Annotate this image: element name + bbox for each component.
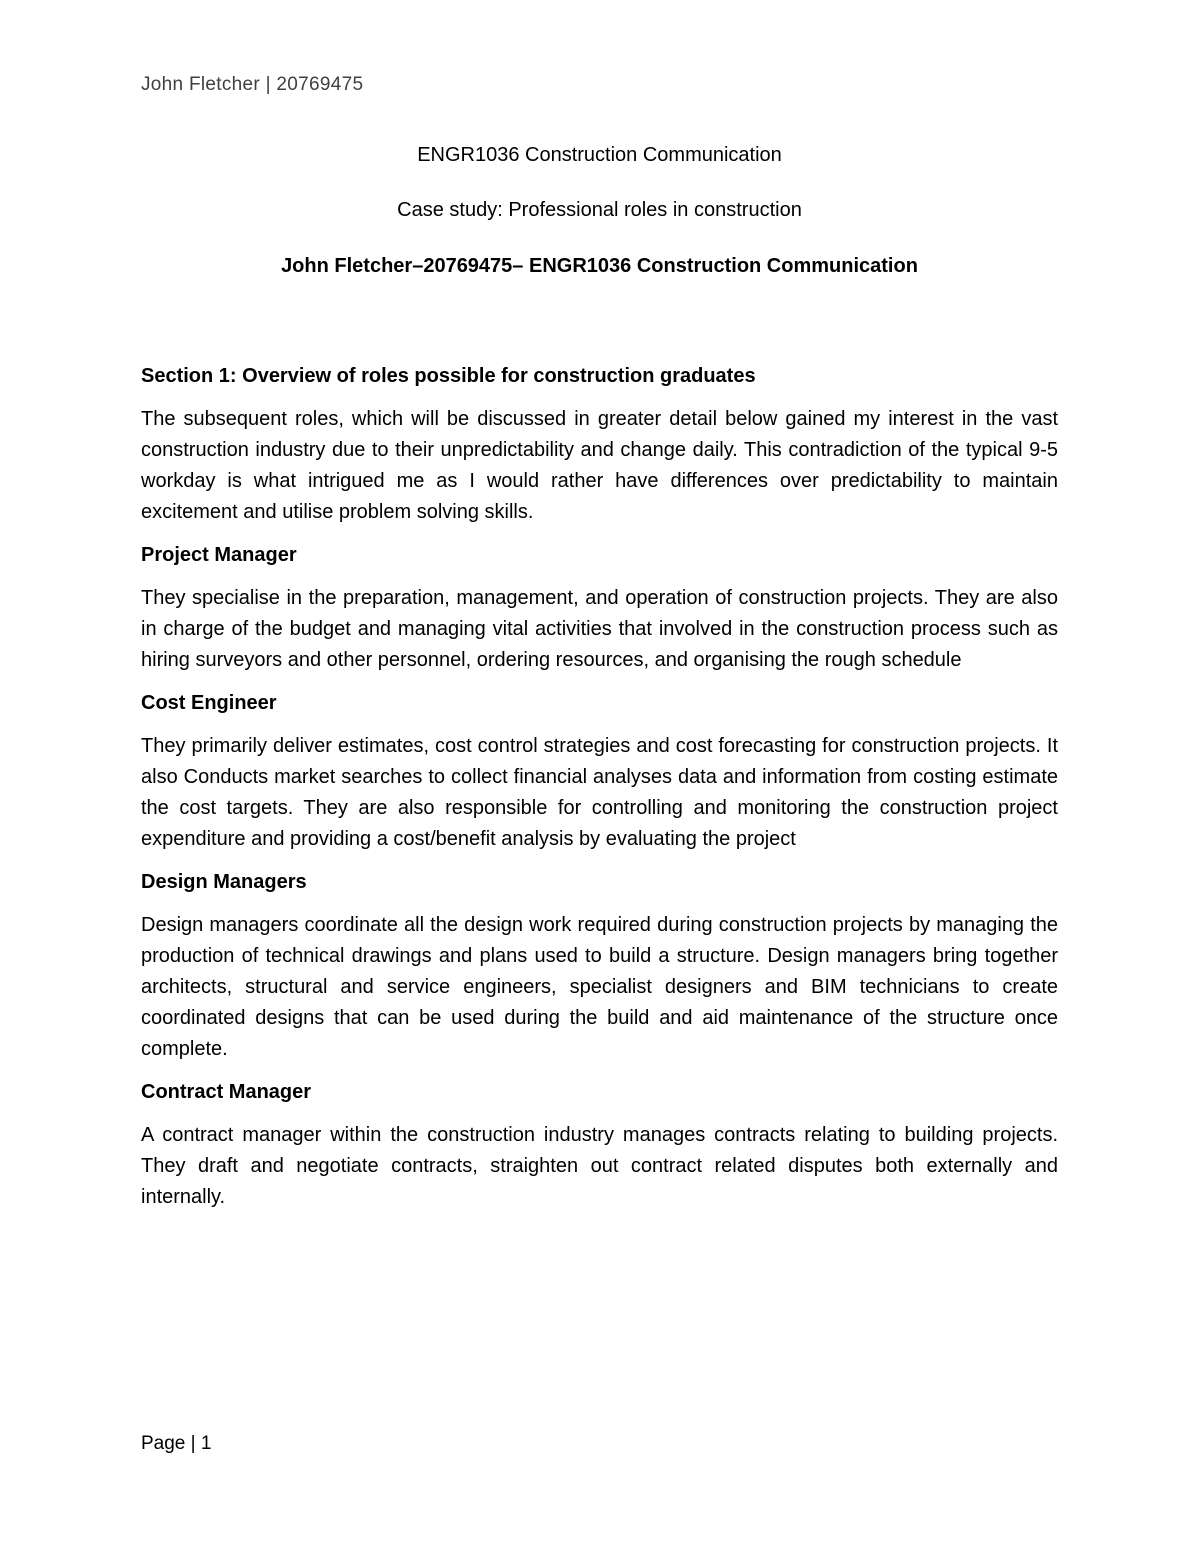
case-study-title: Case study: Professional roles in construction: [397, 199, 802, 221]
document-body: [141, 363, 1058, 1227]
page-footer: Page | 1: [141, 1433, 212, 1454]
section-1-intro: The subsequent roles, which will be discussed in greater detail below gained my interest in the vast construction industry due to their unpredictability and change daily. This contradiction of the typical 9-5 workday is what intrigued me as I would rather have differences over predictability to maintain excitement and utilise problem solving skills.: [141, 408, 1058, 523]
page-header: John Fletcher | 20769475: [141, 74, 364, 95]
role-heading-contract-manager: Contract Manager: [141, 1081, 312, 1103]
role-heading-cost-engineer: Cost Engineer: [141, 692, 277, 714]
course-title: ENGR1036 Construction Communication: [417, 144, 782, 166]
role-description-contract-manager: A contract manager within the construction industry manages contracts relating to building projects. They draft and negotiate contracts, straighten out contract related disputes both externally and internally.: [141, 1124, 1058, 1208]
role-description-design-managers: Design managers coordinate all the design work required during construction projects by managing the production of technical drawings and plans used to build a structure. Design managers bring together architects, structural and service engineers, specialist designers and BIM technicians to create coordinated designs that can be used during the build and aid maintenance of the structure once complete.: [141, 914, 1058, 1060]
role-description-cost-engineer: They primarily deliver estimates, cost control strategies and cost forecasting for construction projects. It also Conducts market searches to collect financial analyses data and information from costing estimate the cost targets. They are also responsible for controlling and monitoring the construction project expenditure and providing a cost/benefit analysis by evaluating the project: [141, 735, 1058, 850]
role-heading-project-manager: Project Manager: [141, 544, 297, 566]
role-description-project-manager: They specialise in the preparation, management, and operation of construction projects. They are also in charge of the budget and managing vital activities that involved in the construction process such as hiring surveyors and other personnel, ordering resources, and organising the rough schedule: [141, 587, 1058, 671]
author-line: John Fletcher–20769475– ENGR1036 Construction Communication: [281, 255, 918, 277]
section-1-heading: Section 1: Overview of roles possible for construction graduates: [141, 365, 756, 387]
role-heading-design-managers: Design Managers: [141, 871, 307, 893]
